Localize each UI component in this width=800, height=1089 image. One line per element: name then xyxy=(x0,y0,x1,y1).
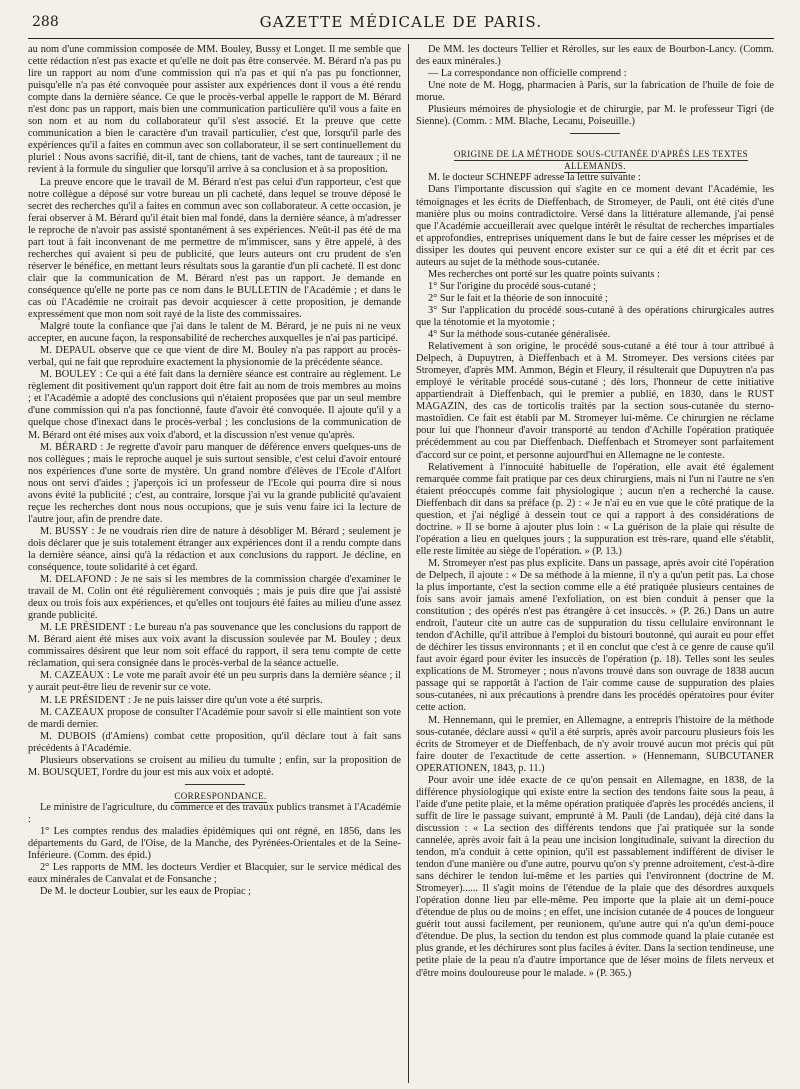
list-item: 1° Sur l'origine du procédé sous-cutané ; xyxy=(428,280,597,292)
paragraph xyxy=(28,670,401,694)
paragraph xyxy=(28,442,401,526)
text-columns xyxy=(28,44,774,1083)
speaker-name: M. CAZEAUX xyxy=(40,670,105,682)
speaker-name: M. DUBOIS xyxy=(40,730,97,742)
speaker-name: M. BÉRARD xyxy=(40,441,98,453)
paragraph: 2° Les rapports de MM. les docteurs Verdier et Blacquier, sur le service médical des eaux minérales de Canvalat et de Fonsanche ; xyxy=(28,862,401,886)
list-item: 3° Sur l'application du procédé sous-cutané à des opérations chirurgicales autres que la ténotomie et la myotomie ; xyxy=(416,304,774,328)
section-heading-text: ORIGINE DE LA MÉTHODE SOUS-CUTANÉE D'APRÈS LES TEXTES ALLEMANDS. xyxy=(453,149,749,172)
paragraph xyxy=(28,707,401,731)
speech-text: : Le bureau n'a pas souvenance que les conclusions du rapport de M. Bérard aient été mises aux voix avant la discussion soulevée par M. Bouley ; deux commissaires désirent que leur nom soit effacé du rapport, il sera tenu compte de cette réclamation, qui sera consignée dans le procès-verbal de la séance actuelle. xyxy=(28,622,401,670)
page-number: 288 xyxy=(32,14,59,30)
journal-title: GAZETTE MÉDICALE DE PARIS. xyxy=(259,13,543,31)
paragraph: — La correspondance non officielle comprend : xyxy=(428,68,627,80)
paragraph: De MM. les docteurs Tellier et Rérolles, sur les eaux de Bourbon-Lancy. (Comm. des eaux minérales.) xyxy=(416,44,774,68)
speech-text: : Le vote me paraît avoir été un peu surpris dans la dernière séance ; il y aurait peut-être lieu de revenir sur ce vote. xyxy=(28,670,401,694)
speech-text: : Ce qui a été fait dans la dernière séance est contraire au règlement. Le règlement dit positivement qu'un rapport doit être fait au nom de trois membres au moins ; et l'Académie a adopté des conclusions qui n'étaient proposées que par un seul membre d'une commission qui n'a pas fonctionné, faute d'avoir été convoquée. Il ajoute qu'il y a quelque chose d'inexact dans le procès-verbal ; les conclusions de la communication de M. Bérard ont été mises aux voix d'abord, et la discussion n'est venue qu'après. xyxy=(28,369,401,441)
paragraph xyxy=(28,731,401,755)
list-item: 2° Sur le fait et la théorie de son innocuité ; xyxy=(428,292,608,304)
paragraph: Mes recherches ont porté sur les quatre points suivants : xyxy=(428,268,660,280)
speaker-name: M. LE PRÉSIDENT xyxy=(40,694,126,706)
speaker-name: M. BUSSY xyxy=(40,525,89,537)
paragraph: 1° Les comptes rendus des maladies épidémiques qui ont régné, en 1856, dans les départements du Gard, de l'Oise, de la Manche, des Pyrénées-Orientales et de la Seine-Inférieure. (Comm. des épid.) xyxy=(28,826,401,862)
section-divider xyxy=(570,133,620,134)
right-column xyxy=(416,44,774,1083)
speech-text: : Je ne voudrais rien dire de nature à désobliger M. Bérard ; seulement je dois déclarer que je suis totalement étranger aux expériences dont il a rendu compte dans la dernière séance, ainsi qu'à la rédaction et aux conclusions du rapport. Je décline, en conséquence, toute solidarité à cet égard. xyxy=(28,525,401,574)
paragraph xyxy=(28,695,401,707)
paragraph: Relativement à l'innocuité habituelle de l'opération, elle avait été également remarquée comme fait pratique par ces deux chirurgiens, mais ni l'un ni l'autre ne s'en étaient préoccupés comme fait physiologique ; aucun n'en a recherché la cause. Dieffenbach dit dans sa préface (p. 2) : « Je n'ai eu en vue que le côté pratique de la question, et j'ai négligé à dessein tout ce qui a rapport à des considérations de doctrine. » Il se borne à ajouter plus loin : « La guérison de la plaie qui résulte de l'opération a lieu en quelques jours ; la suppuration est très-rare, quand elle s'établit, elle reste limitée au siège de l'opération. » (P. 13.) xyxy=(416,461,774,557)
paragraph: Pour avoir une idée exacte de ce qu'on pensait en Allemagne, en 1838, de la différence physiologique qui existe entre la section des tendons faite sous la peau, à l'aide d'une petite plaie, et la même opération pratiquée d'après les procédés anciens, il suffit de lire le passage suivant, emprunté à M. Pauli (de Landau), déjà cité dans la discussion : « La section des différents tendons que j'ai pratiquée sur la sonde cannelée, après avoir fait à la peau une incision longitudinale, suivant la direction du tendon, m'a conduit à cette opinion, qu'il est passablement indifférent de diviser le tendon d'une manière ou d'une autre, pourvu qu'on s'y prenne adroitement, c'est-à-dire sans déchirer le tendon lui-même et les parties qui l'environnent (doctrine de M. Stromeyer)...... Il s'agit moins de l'étendue de la plaie que des désordres auxquels l'opération donne lieu par elle-même. Peu importe que la plaie ait un demi-pouce d'étendue de plus ou de moins ; en effet, une incision cutanée de 4 pouces de longueur guérit tout aussi facilement, per reunionem, qu'une autre qui n'a qu'un demi-pouce d'étendue. De plus, la section du tendon est plus commode quand la plaie cutanée est plus grande, et les déchirures sont plus faciles à éviter. Dans la section tendineuse, une petite plaie de la peau n'a d'autre importance que de léser moins de filets nerveux et d'être moins douloureuse pour le malade. » (P. 365.) xyxy=(416,774,774,979)
paragraph: Relativement à son origine, le procédé sous-cutané a été tour à tour attribué à Delpech, à Dupuytren, à Dieffenbach et à M. Stromeyer. Des versions citées par Stromeyer, d'après MM. Ammon, Bégin et Fleury, il résulterait que Dupuytren n'a pas employé le véritable procédé sous-cutané ; dès lors, l'honneur de cette initiative appartiendrait à Dieffenbach, qui le premier a publié, en 1830, dans le RUST MAGAZIN, des cas de torticolis traités par la section sous-cutanée du sterno-mastoïdien. Ce fait est établi par M. Stromeyer lui-même. Ce chirurgien ne réclame pour lui que l'honneur d'avoir transporté au tendon d'Achille l'opération pratiquée précédemment au cou par Dieffenbach. Dieffenbach et Stromeyer sont parfaitement d'accord sur ce point, et personne aujourd'hui en Allemagne ne le conteste. xyxy=(416,341,774,461)
paragraph: Plusieurs observations se croisent au milieu du tumulte ; enfin, sur la proposition de M. BOUSQUET, l'ordre du jour est mis aux voix et adopté. xyxy=(28,754,401,778)
paragraph: au nom d'une commission composée de MM. Bouley, Bussy et Longet. Il me semble que cette rédaction n'est pas exacte et qu'elle ne doit pas être conservée. M. Bérard n'a pas pu lire un rapport au nom d'une commission qui n'a pas et qui n'a pas pu fonctionner, puisqu'elle n'a pas été convoquée pour assister aux expériences dont il vous a été rendu compte dans la dernière séance. Ce que le procès-verbal appelle le rapport de M. Bérard n'est donc pas un rapport, mais bien une communication particulière qu'il vous a faite en son nom et au nom du collaborateur qu'il s'est associé. Et la preuve que cette communication a bien le caractère d'un travail particulier, c'est que, lorsqu'il parle des expériences qu'il a faites en commun avec son collaborateur, il se sert continuellement du pluriel : Nous avons sacrifié, dit-il, tant de chiens, tant de vaches, tant de taureaux ; il ne revient à la formule du singulier que lorsqu'il arrive à sa conclusion et à sa proposition. xyxy=(28,44,401,176)
column-rule xyxy=(408,44,409,1083)
paragraph: Dans l'importante discussion qui s'agite en ce moment devant l'Académie, les témoignages et les écrits de Dieffenbach, de Stromeyer, de Pauli, ont été cités d'une manière plus ou moins contradictoire. Versé dans la littérature allemande, j'ai pensé que l'Académie accueillerait avec quelque intérêt le résultat de recherches impartiales et approfondies, entreprises uniquement dans le but de faire cesser les méprises et de dissiper les doutes qui peuvent encore exister sur ce qui a été dit et écrit par ces auteurs au sujet de la méthode sous-cutanée. xyxy=(416,184,774,268)
page-header xyxy=(28,12,774,39)
section-heading xyxy=(416,148,774,172)
speech-text: : Je ne puis laisser dire qu'un vote a été surpris. xyxy=(125,694,323,706)
paragraph xyxy=(28,574,401,622)
paragraph: La preuve encore que le travail de M. Bérard n'est pas celui d'un rapporteur, c'est que notre collègue a déposé sur votre bureau un pli cacheté, dans lequel se trouve déposé le secret des recherches qu'il a faites en commun avec son collaborateur. A cette occasion, je ferai observer à M. Bérard qu'il était bien mal fondé, dans la dernière séance, à m'adresser le reproche de n'avoir pas assisté spontanément à ses expériences. N'eût-il pas été de ma part tout à fait inconvenant de me permettre de m'immiscer, sans y être appelé, à des recherches qui avaient si peu de publicité, que leurs auteurs ont cru prudent de s'en réserver le bénéfice, en mettant leurs résultats sous la garantie d'un pli cacheté. Il est donc clair que la communication de M. Bérard n'est pas un rapport. Je demande en conséquence qu'elle ne porte pas ce nom dans le BULLETIN de l'Académie ; et dans le cas où l'Académie ne croirait pas devoir acquiescer à cette proposition, je demande expressément que mon nom soit rayé de la liste des commissaires. xyxy=(28,176,401,321)
paragraph: Plusieurs mémoires de physiologie et de chirurgie, par M. le professeur Tigri (de Sienne). (Comm. : MM. Blache, Lecanu, Poiseuille.) xyxy=(416,104,774,128)
paragraph: M. Stromeyer n'est pas plus explicite. Dans un passage, après avoir cité l'opération de Delpech, il ajoute : « De sa méthode à la mienne, il n'y a qu'un petit pas. La chose la plus importante, c'est la section comme elle a été pratiquée plusieurs centaines de fois sans avoir jamais amené l'exfoliation, on est bien conduit à penser que la constitution ; des opérés n'est pas étrangère à cet insuccès. » (P. 26.) Dans un autre endroit, l'auteur cite un autre cas de suppuration du tissu cellulaire environnant le tendon d'Achille, qu'il attribue à l'emploi du bistouri boutonné, qui aurait eu pour effet de déchirer les tissus environnants ; et il en conclut que c'est à ce genre de cause qu'il faut avoir égard pour éviter les insuccès de l'opération (p. 18). Telles sont les seules explications de M. Stromeyer ; nous n'avons trouvé dans son ouvrage de 1838 aucun passage qui se rapportât à l'action de l'air comme cause de suppuration des plaies sous-cutanées, ni aux précautions à prendre dans les procédés opératoires pour éviter cette action. xyxy=(416,557,774,714)
speech-text: observe que ce que vient de dire M. Bouley n'a pas rapport au procès-verbal, qui ne fait que reproduire exactement la physionomie de la précédente séance. xyxy=(28,345,401,369)
speaker-name: M. CAZEAUX xyxy=(40,706,105,718)
speaker-name: M. DEPAUL xyxy=(40,345,96,357)
speech-text: : Je ne sais si les membres de la commission chargée d'examiner le travail de M. Colin ont été régulièrement convoqués ; mais je puis dire que j'ai assisté deux ou trois fois aux expériences, et qu'elles ont toujours été faites au milieu d'une assez grande publicité. xyxy=(28,574,401,622)
speech-text: : Je regrette d'avoir paru manquer de déférence envers quelques-uns de nos collègues ; mais le reproche auquel je suis surtout sensible, c'est celui d'avoir entouré nos expériences d'une sorte de mystère. Un grand nombre d'élèves de l'Ecole d'Alfort nous ont servi d'aides ; j'aperçois ici un professeur de l'Ecole qui pourra dire si nous avons évité la publicité ; c'est, au contraire, lorsque j'ai vu la grande publicité qu'avaient reçue les recherches dont nous nous occupions, que je suis venu faire ici la lecture de l'autre jour, afin de prendre date. xyxy=(28,441,401,525)
paragraph: Le ministre de l'agriculture, du commerce et des travaux publics transmet à l'Académie : xyxy=(28,801,401,825)
paragraph: M. le docteur SCHNEPF adresse la lettre suivante : xyxy=(428,172,641,184)
paragraph xyxy=(28,526,401,574)
section-heading-text: CORRESPONDANCE. xyxy=(174,790,267,801)
paragraph xyxy=(28,369,401,441)
paragraph: M. Hennemann, qui le premier, en Allemagne, a entrepris l'histoire de la méthode sous-cutanée, déclare aussi « qu'il a été surpris, après avoir parcouru plusieurs fois les écrits de Stromeyer et de Dieffenbach, de n'y avoir trouvé aucun mot précis qui pût faire douter de l'exactitude de cette assertion. » (Hennemann, SUBCUTANER OPERATIONEN, 1843, p. 11.) xyxy=(416,714,774,774)
list-item: 4° Sur la méthode sous-cutanée généralisée. xyxy=(428,329,611,341)
speaker-name: M. LE PRÉSIDENT xyxy=(40,622,126,634)
section-heading xyxy=(28,790,401,802)
speaker-name: M. BOULEY xyxy=(40,369,97,381)
paragraph: De M. le docteur Loubier, sur les eaux de Propiac ; xyxy=(40,886,251,898)
paragraph xyxy=(28,622,401,670)
left-column xyxy=(28,44,401,1083)
speech-text: propose de consulter l'Académie pour savoir si elle maintient son vote de mardi dernier. xyxy=(28,706,401,730)
paragraph: Une note de M. Hogg, pharmacien à Paris, sur la fabrication de l'huile de foie de morue. xyxy=(416,80,774,104)
paragraph xyxy=(28,345,401,369)
speech-text: (d'Amiens) combat cette proposition, qu'il déclare tout à fait sans précédents à l'Académie. xyxy=(28,730,401,754)
section-divider xyxy=(185,784,245,785)
speaker-name: M. DELAFOND xyxy=(40,574,111,586)
paragraph: Malgré toute la confiance que j'ai dans le talent de M. Bérard, je ne puis ni ne veux accepter, en aucune façon, la responsabilité de recherches auxquelles je n'ai pas participé. xyxy=(28,321,401,345)
